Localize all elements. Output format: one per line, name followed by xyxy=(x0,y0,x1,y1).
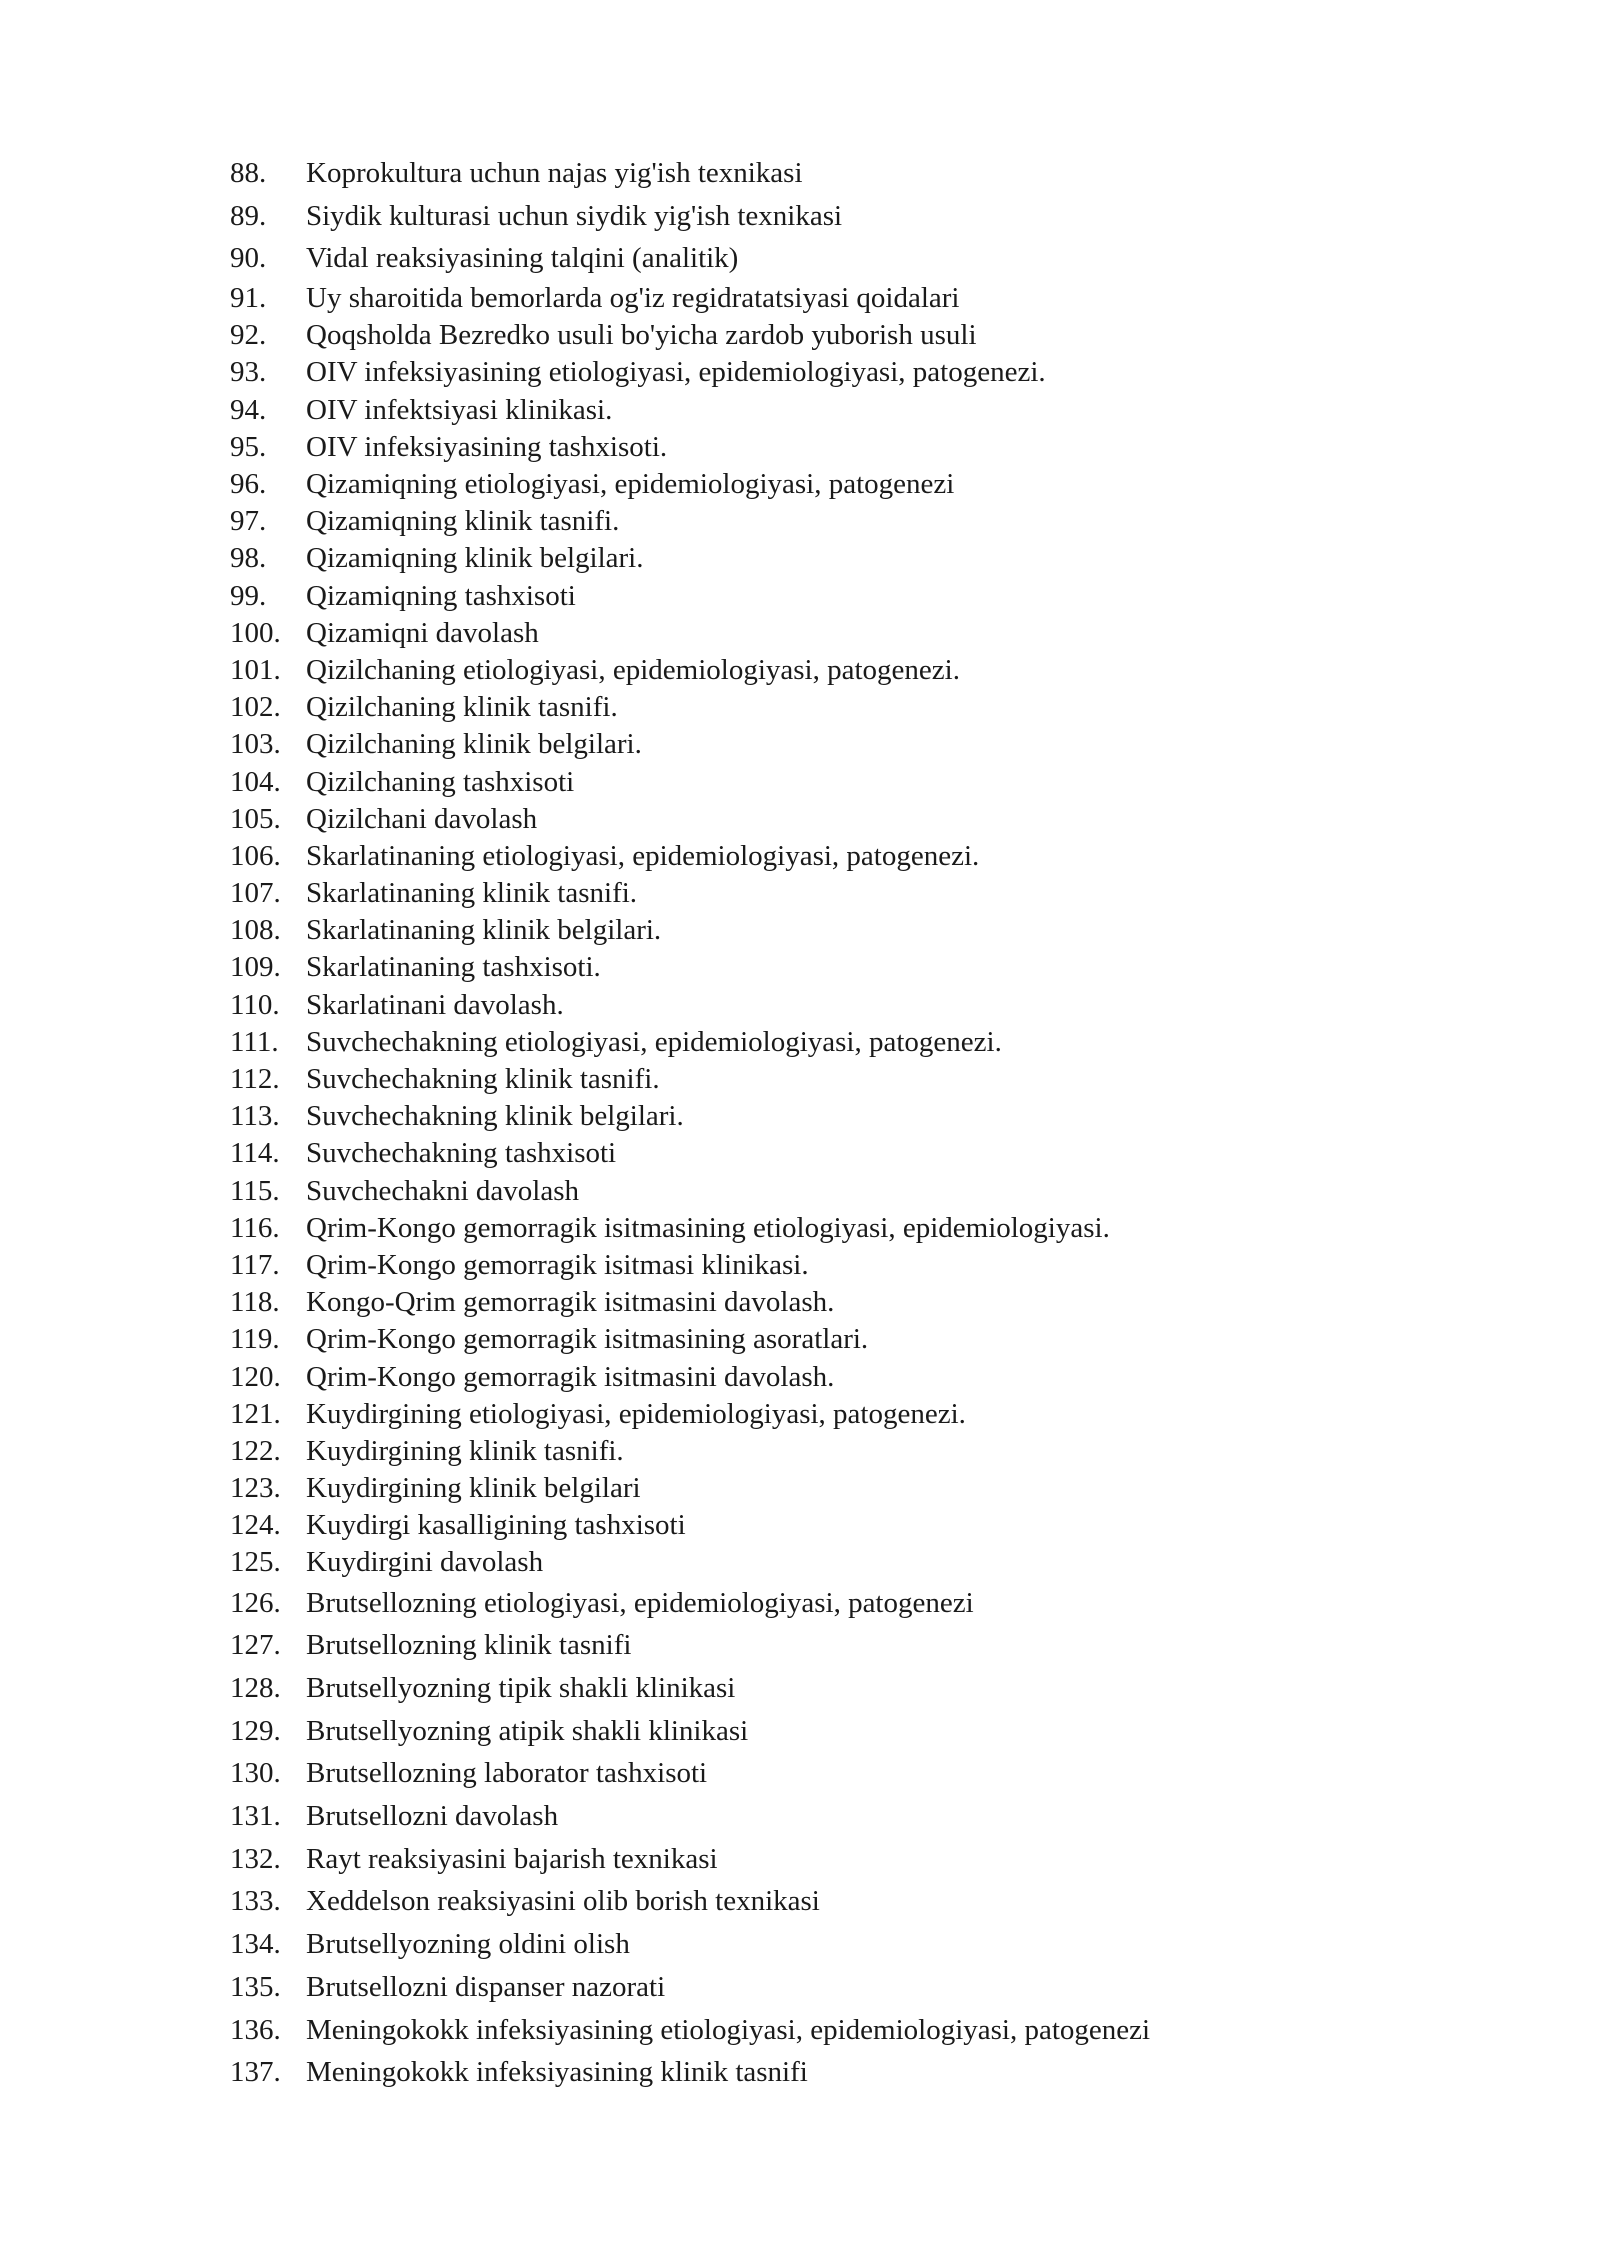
item-text: Kuydirgi kasalligining tashxisoti xyxy=(306,1509,686,1542)
list-item xyxy=(230,1284,1430,1321)
list-item xyxy=(230,578,1430,615)
item-number: 133. xyxy=(230,1885,281,1918)
item-number: 127. xyxy=(230,1629,281,1662)
list-item xyxy=(230,652,1430,689)
list-item xyxy=(230,1752,1430,1795)
list-item xyxy=(230,354,1430,391)
item-text: Suvchechakning tashxisoti xyxy=(306,1137,617,1170)
item-number: 109. xyxy=(230,951,281,984)
item-number: 114. xyxy=(230,1137,280,1170)
list-item xyxy=(230,912,1430,949)
item-text: Skarlatinani davolash. xyxy=(306,988,564,1021)
item-number: 93. xyxy=(230,356,267,389)
item-text: OIV infeksiyasining etiologiyasi, epidemiologiyasi, patogenezi. xyxy=(306,356,1046,389)
item-text: Qizilchaning klinik tasnifi. xyxy=(306,691,618,724)
list-item xyxy=(230,1135,1430,1172)
item-number: 126. xyxy=(230,1586,281,1619)
item-number: 103. xyxy=(230,728,281,761)
item-text: Qrim-Kongo gemorragik isitmasining asoratlari. xyxy=(306,1323,869,1356)
list-item xyxy=(230,1396,1430,1433)
item-text: Skarlatinaning tashxisoti. xyxy=(306,951,601,984)
item-text: Skarlatinaning klinik tasnifi. xyxy=(306,877,638,910)
item-number: 119. xyxy=(230,1323,280,1356)
item-number: 110. xyxy=(230,988,280,1021)
list-item xyxy=(230,392,1430,429)
item-number: 124. xyxy=(230,1509,281,1542)
item-number: 89. xyxy=(230,199,267,232)
item-number: 95. xyxy=(230,430,267,463)
item-text: Qizamiqning klinik tasnifi. xyxy=(306,505,620,538)
item-text: Suvchechakning klinik tasnifi. xyxy=(306,1063,660,1095)
item-text: Xeddelson reaksiyasini olib borish texnikasi xyxy=(306,1885,820,1918)
item-text: Qizilchaning tashxisoti xyxy=(306,765,575,798)
list-item xyxy=(230,540,1430,577)
list-item xyxy=(230,1838,1430,1881)
list-item xyxy=(230,1024,1430,1061)
item-number: 117. xyxy=(230,1248,280,1281)
item-text: Meningokokk infeksiyasining etiologiyasi, epidemiologiyasi, patogenezi xyxy=(306,2013,1151,2046)
item-number: 104. xyxy=(230,765,281,798)
item-text: Brutsellozning klinik tasnifi xyxy=(306,1629,632,1662)
list-item xyxy=(230,949,1430,986)
list-item xyxy=(230,1061,1430,1098)
item-number: 115. xyxy=(230,1174,280,1207)
item-number: 122. xyxy=(230,1434,281,1467)
item-number: 108. xyxy=(230,914,281,947)
item-text: Suvchechakni davolash xyxy=(306,1174,580,1207)
item-text: Vidal reaksiyasining talqini (analitik) xyxy=(306,242,739,275)
item-text: Qizamiqning tashxisoti xyxy=(306,579,576,612)
item-text: Qrim-Kongo gemorragik isitmasi klinikasi. xyxy=(306,1248,809,1281)
list-item xyxy=(230,237,1430,280)
list-item xyxy=(230,838,1430,875)
list-item xyxy=(230,1359,1430,1396)
item-text: OIV infektsiyasi klinikasi. xyxy=(306,393,613,426)
item-number: 88. xyxy=(230,157,267,189)
item-number: 96. xyxy=(230,468,267,500)
list-item xyxy=(230,726,1430,763)
list-item xyxy=(230,1795,1430,1838)
item-number: 107. xyxy=(230,877,281,910)
item-number: 113. xyxy=(230,1100,280,1133)
item-text: Suvchechakning etiologiyasi, epidemiologiyasi, patogenezi. xyxy=(306,1025,1002,1058)
item-number: 106. xyxy=(230,839,281,872)
item-number: 99. xyxy=(230,579,267,612)
list-item xyxy=(230,987,1430,1024)
item-text: Qrim-Kongo gemorragik isitmasining etiologiyasi, epidemiologiyasi. xyxy=(306,1211,1110,1244)
item-text: Qizilchaning klinik belgilari. xyxy=(306,728,642,761)
list-item xyxy=(230,615,1430,652)
item-number: 100. xyxy=(230,616,281,649)
item-text: Skarlatinaning etiologiyasi, epidemiologiyasi, patogenezi. xyxy=(306,839,980,872)
item-number: 129. xyxy=(230,1714,281,1747)
item-text: Qrim-Kongo gemorragik isitmasini davolash. xyxy=(306,1360,835,1393)
list-item xyxy=(230,1321,1430,1358)
list-item xyxy=(230,1624,1430,1667)
item-text: Qizamiqning klinik belgilari. xyxy=(306,542,644,575)
list-item xyxy=(230,1173,1430,1210)
list-item xyxy=(230,1470,1430,1507)
list-item xyxy=(230,689,1430,726)
list-item xyxy=(230,429,1430,466)
list-item xyxy=(230,1582,1430,1625)
list-item xyxy=(230,1667,1430,1710)
item-number: 118. xyxy=(230,1286,280,1319)
item-text: Kongo-Qrim gemorragik isitmasini davolash. xyxy=(306,1286,835,1319)
item-text: Brutsellozni davolash xyxy=(306,1800,559,1833)
item-number: 136. xyxy=(230,2013,281,2046)
list-item xyxy=(230,1507,1430,1544)
list-item xyxy=(230,1098,1430,1135)
item-number: 116. xyxy=(230,1211,280,1244)
list-item xyxy=(230,503,1430,540)
list-item xyxy=(230,1544,1430,1581)
item-number: 131. xyxy=(230,1800,281,1833)
item-text: Qizilchaning etiologiyasi, epidemiologiyasi, patogenezi. xyxy=(306,653,960,686)
item-number: 132. xyxy=(230,1842,281,1875)
item-text: Brutsellyozning oldini olish xyxy=(306,1928,630,1961)
list-item xyxy=(230,195,1430,238)
item-text: Siydik kulturasi uchun siydik yig'ish texnikasi xyxy=(306,199,843,232)
list-item xyxy=(230,152,1430,195)
list-item xyxy=(230,1966,1430,2009)
item-number: 97. xyxy=(230,505,267,538)
list-item xyxy=(230,317,1430,354)
item-text: Suvchechakning klinik belgilari. xyxy=(306,1100,684,1133)
list-item xyxy=(230,875,1430,912)
item-text: Kuydirgining klinik belgilari xyxy=(306,1472,641,1505)
item-number: 92. xyxy=(230,319,267,352)
item-text: Rayt reaksiyasini bajarish texnikasi xyxy=(306,1842,718,1875)
item-text: Brutsellyozning atipik shakli klinikasi xyxy=(306,1714,749,1747)
item-number: 134. xyxy=(230,1928,281,1961)
list-item xyxy=(230,2051,1430,2094)
list-item xyxy=(230,801,1430,838)
item-number: 101. xyxy=(230,653,281,686)
item-number: 121. xyxy=(230,1397,281,1430)
item-number: 94. xyxy=(230,393,267,426)
list-item xyxy=(230,1247,1430,1284)
list-item xyxy=(230,2009,1430,2052)
list-item xyxy=(230,1880,1430,1923)
item-text: Skarlatinaning klinik belgilari. xyxy=(306,914,662,947)
list-item xyxy=(230,1433,1430,1470)
list-item xyxy=(230,1923,1430,1966)
item-text: Koprokultura uchun najas yig'ish texnikasi xyxy=(306,157,803,189)
item-number: 91. xyxy=(230,282,267,315)
item-text: Qizamiqning etiologiyasi, epidemiologiyasi, patogenezi xyxy=(306,468,955,500)
item-text: Qizilchani davolash xyxy=(306,802,538,835)
item-number: 98. xyxy=(230,542,267,575)
item-text: OIV infeksiyasining tashxisoti. xyxy=(306,430,668,463)
item-text: Brutsellyozning tipik shakli klinikasi xyxy=(306,1672,736,1704)
numbered-question-list xyxy=(230,152,1430,2094)
item-number: 137. xyxy=(230,2056,281,2089)
item-number: 123. xyxy=(230,1472,281,1505)
item-number: 112. xyxy=(230,1063,280,1095)
item-number: 120. xyxy=(230,1360,281,1393)
item-text: Brutsellozni dispanser nazorati xyxy=(306,1970,666,2003)
list-item xyxy=(230,466,1430,503)
list-item xyxy=(230,1710,1430,1753)
item-number: 130. xyxy=(230,1757,281,1790)
item-number: 128. xyxy=(230,1672,281,1704)
item-number: 135. xyxy=(230,1970,281,2003)
item-text: Qoqsholda Bezredko usuli bo'yicha zardob yuborish usuli xyxy=(306,319,977,352)
list-item xyxy=(230,280,1430,317)
item-number: 125. xyxy=(230,1546,281,1579)
item-text: Brutsellozning etiologiyasi, epidemiologiyasi, patogenezi xyxy=(306,1586,974,1619)
item-text: Kuydirgini davolash xyxy=(306,1546,544,1579)
item-number: 105. xyxy=(230,802,281,835)
item-text: Kuydirgining klinik tasnifi. xyxy=(306,1434,624,1467)
item-number: 102. xyxy=(230,691,281,724)
list-item xyxy=(230,764,1430,801)
item-text: Meningokokk infeksiyasining klinik tasnifi xyxy=(306,2056,808,2089)
item-text: Kuydirgining etiologiyasi, epidemiologiyasi, patogenezi. xyxy=(306,1397,966,1430)
item-text: Uy sharoitida bemorlarda og'iz regidratatsiyasi qoidalari xyxy=(306,282,960,315)
item-text: Qizamiqni davolash xyxy=(306,616,539,649)
item-number: 90. xyxy=(230,242,267,275)
list-item xyxy=(230,1210,1430,1247)
item-text: Brutsellozning laborator tashxisoti xyxy=(306,1757,708,1790)
item-number: 111. xyxy=(230,1025,279,1058)
